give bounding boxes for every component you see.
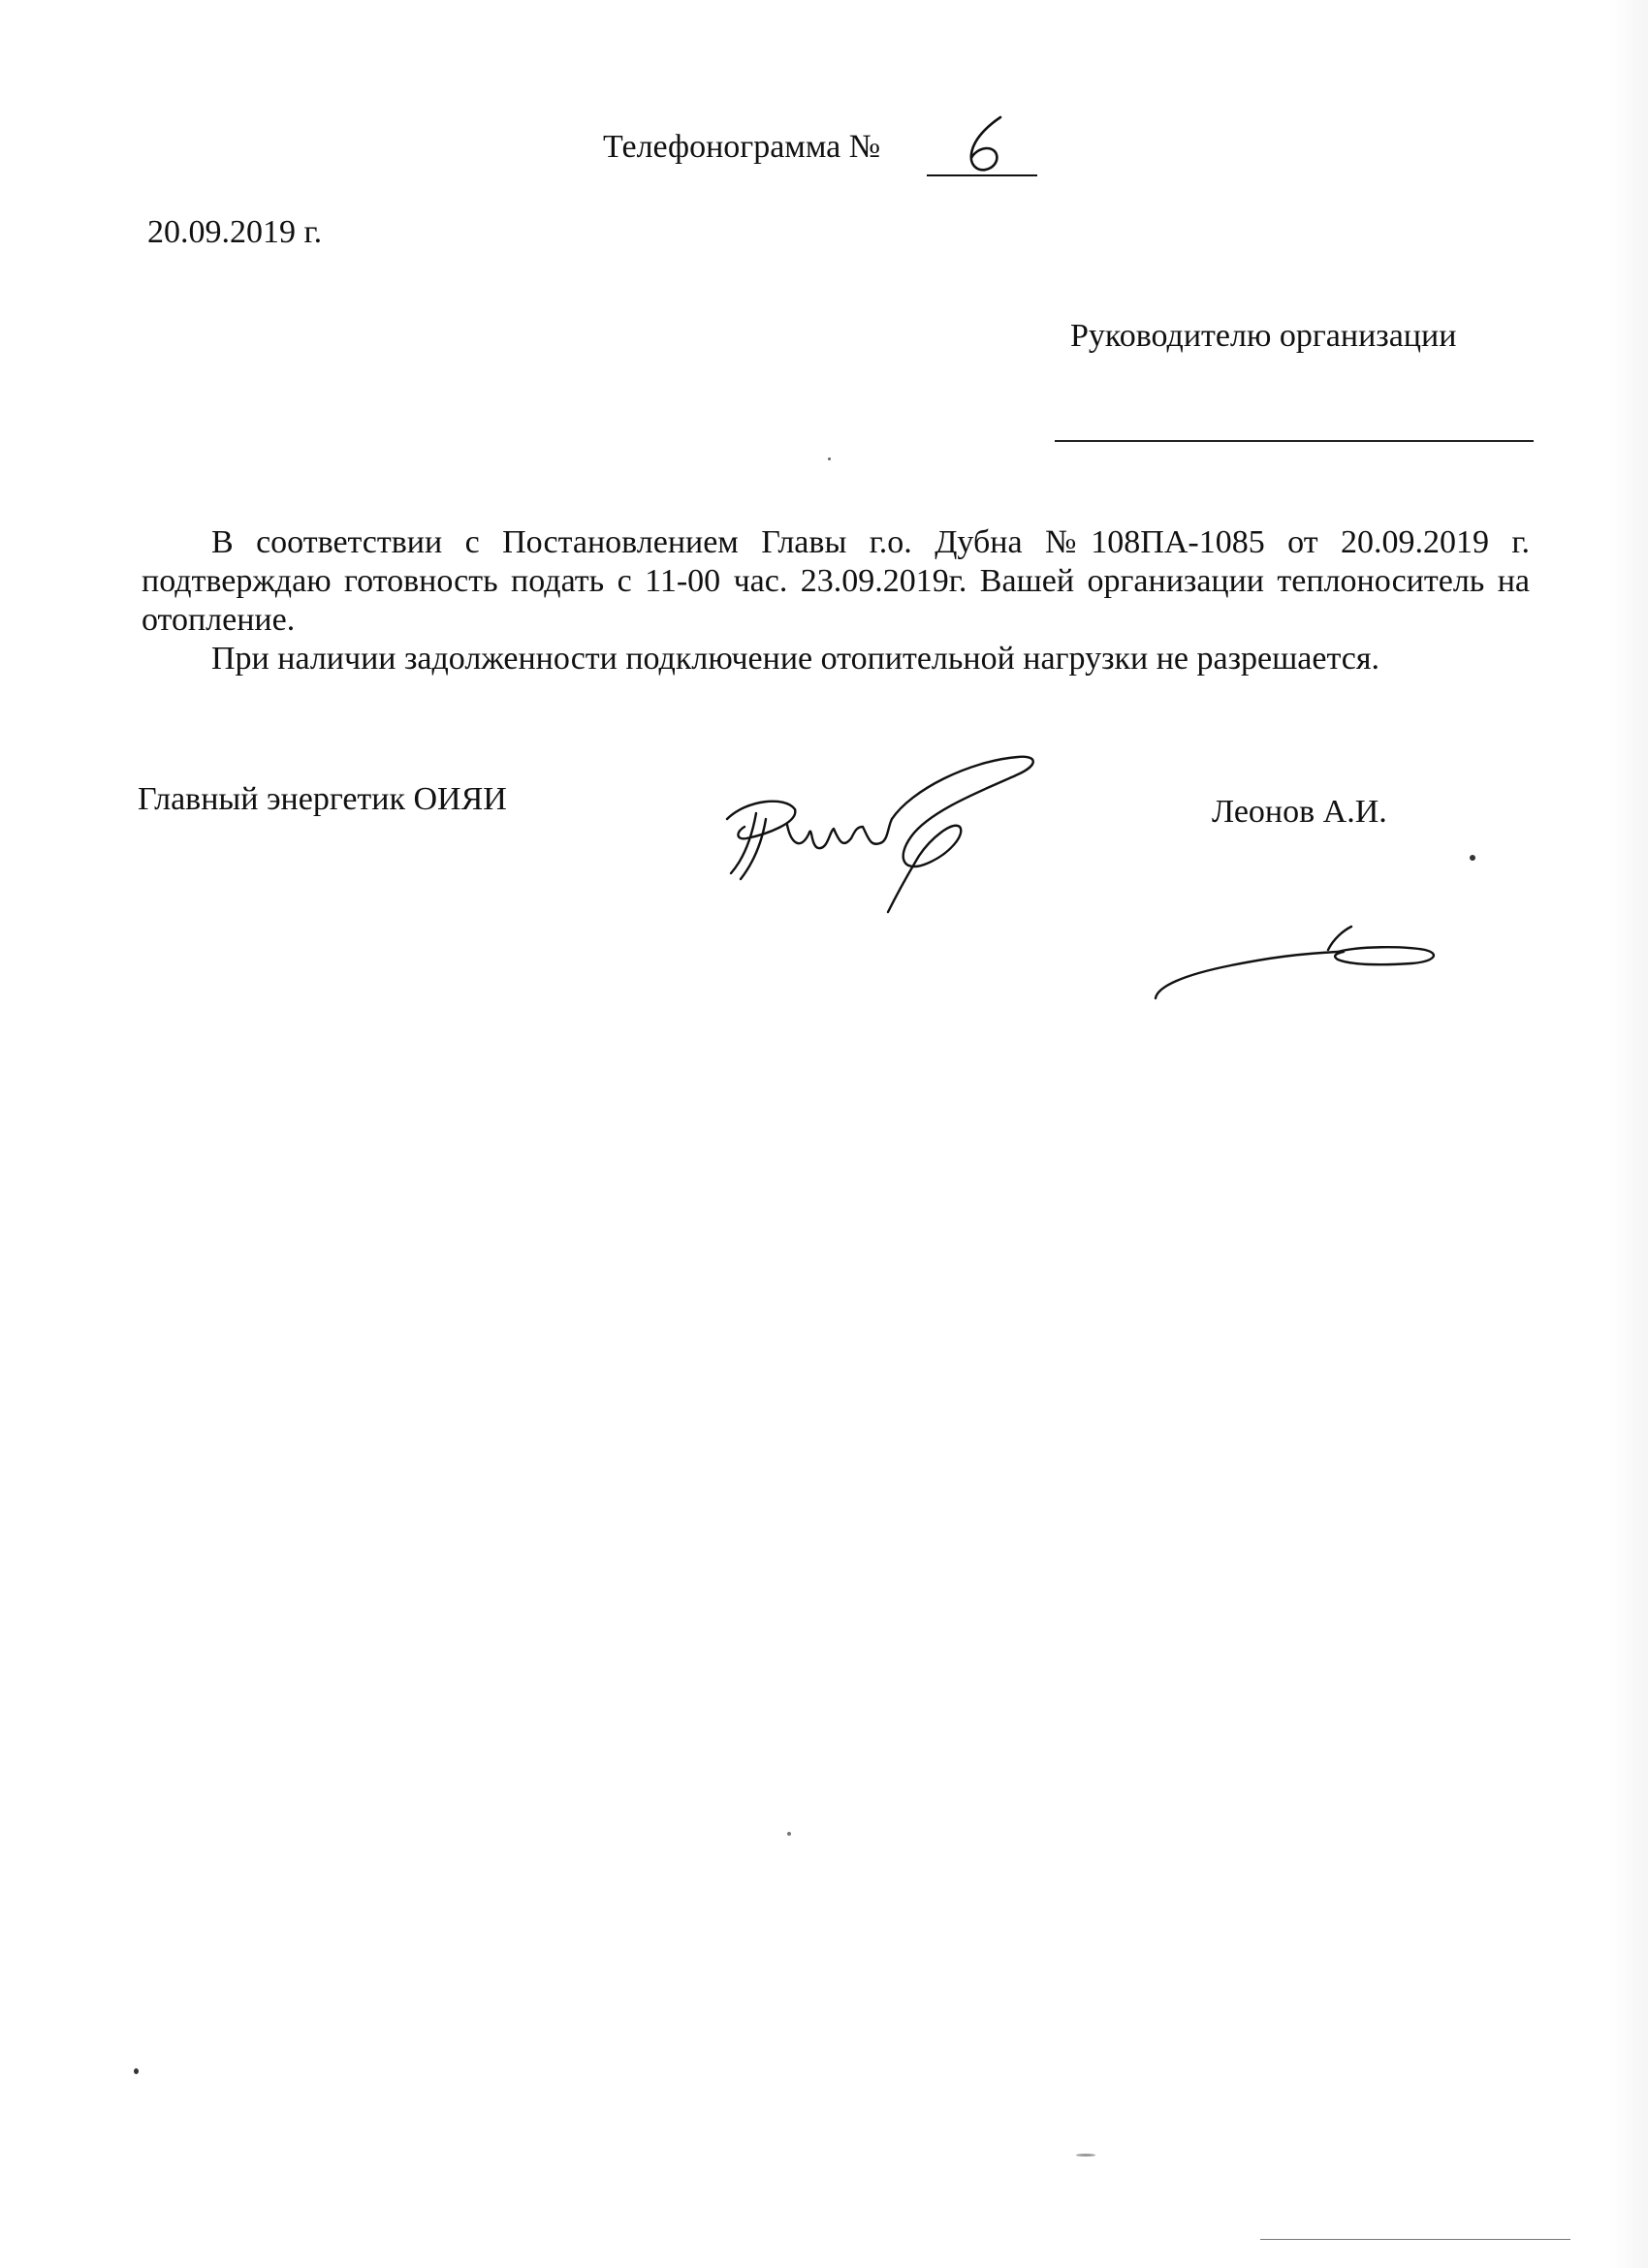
document-date: 20.09.2019 г. (147, 214, 323, 250)
scan-speck (1076, 2154, 1095, 2157)
document-body (142, 523, 1530, 678)
scan-speck (787, 1832, 791, 1836)
addressee: Руководителю организации (1070, 318, 1457, 354)
signer-position: Главный энергетик ОИЯИ (138, 781, 507, 817)
handwritten-initials (1144, 911, 1444, 1008)
scan-bottom-line (1260, 2239, 1570, 2240)
handwritten-number (960, 111, 1018, 179)
body-paragraph: При наличии задолженности подключение отопительной нагрузки не разрешается. (211, 641, 1379, 677)
scan-speck (1470, 855, 1475, 861)
addressee-blank-line (1055, 440, 1534, 442)
scan-speck (134, 2068, 139, 2074)
body-paragraph: В соответствии с Постановлением Главы г.о. Дубна №108ПА-1085 от 20.09.2019 г. подтверждаю готовность подать с 11-00 час. 23.09.2019г. Вашей организации теплоноситель на отопление. (142, 524, 1530, 638)
document-title: Телефонограмма № (603, 129, 881, 165)
scan-speck (828, 457, 831, 460)
signature (698, 741, 1105, 935)
scan-edge-shade (1609, 0, 1648, 2268)
signer-name: Леонов А.И. (1212, 794, 1387, 830)
